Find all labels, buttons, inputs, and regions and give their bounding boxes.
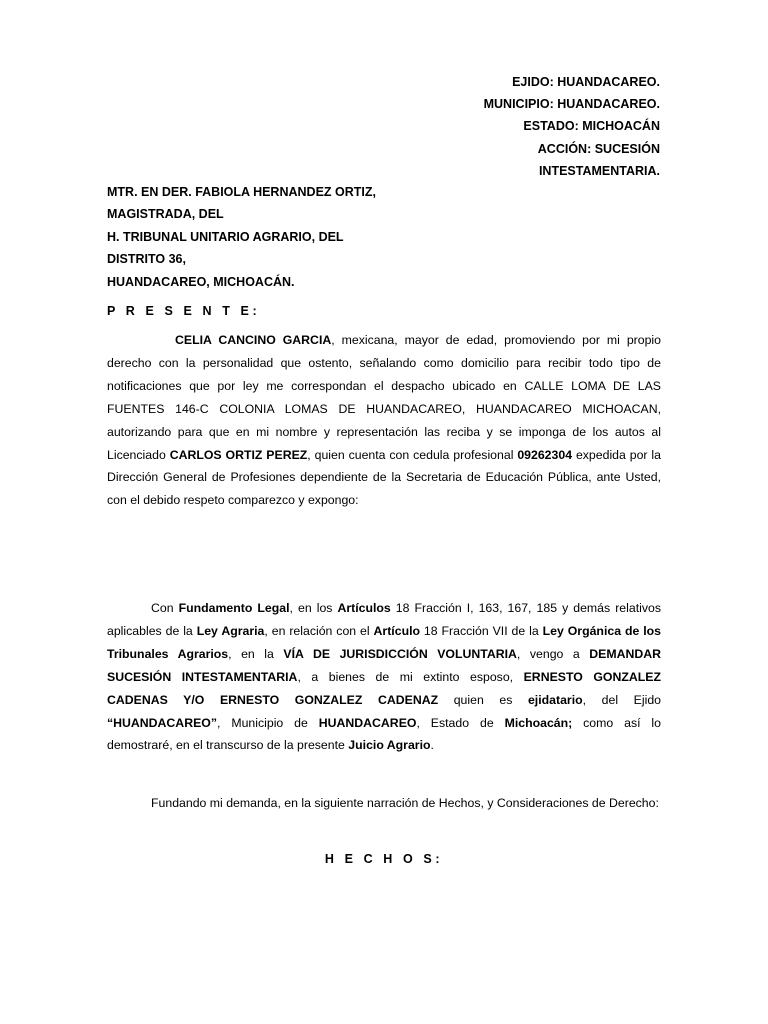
addressee-court: H. TRIBUNAL UNITARIO AGRARIO, DEL bbox=[107, 229, 344, 244]
header-accion: ACCIÓN: SUCESIÓN bbox=[537, 141, 660, 156]
intro-text-1: , mexicana, mayor de edad, promoviendo por mi propio derecho con la personalidad que ostento, señalando como domicilio para recibir todo tipo de notificaciones que por ley me correspondan el despacho ubicado en CALLE LOMA DE LAS FUENTES 146-C COLONIA LOMAS DE HUANDACAREO, HUANDACAREO MICHOACAN, autorizando para que en mi nombre y representación las reciba y se imponga de los autos al Licenciado bbox=[107, 333, 662, 462]
legal-bold-1: Fundamento Legal bbox=[178, 601, 290, 615]
intro-text-2: , quien cuenta con cedula profesional bbox=[307, 447, 518, 462]
lawyer-name: CARLOS ORTIZ PEREZ bbox=[169, 447, 308, 462]
legal-text-0: Con bbox=[151, 601, 179, 615]
legal-text-4: 18 Fracción I, 163, 167, 185 y demás relativos aplicables de la bbox=[107, 601, 661, 638]
legal-bold-19: “HUANDACAREO” bbox=[107, 715, 217, 730]
legal-bold-5: Ley Agraria bbox=[196, 623, 265, 638]
legal-text-14: , a bienes de mi extinto esposo, bbox=[297, 669, 524, 684]
legal-text-26: . bbox=[430, 738, 434, 753]
legal-bold-17: ejidatario bbox=[527, 692, 583, 707]
addressee-name: MTR. EN DER. FABIOLA HERNANDEZ ORTIZ, bbox=[107, 185, 376, 199]
legal-text-20: , Municipio de bbox=[217, 715, 319, 730]
hechos-heading: H E C H O S: bbox=[324, 852, 444, 866]
addressee-title: MAGISTRADA, DEL bbox=[107, 207, 224, 222]
addressee-location: HUANDACAREO, MICHOACÁN. bbox=[107, 274, 295, 289]
addressee-block bbox=[107, 181, 376, 293]
header-accion-cont: INTESTAMENTARIA. bbox=[538, 163, 660, 178]
deceased-name: ERNESTO GONZALEZ CADENAS Y/O ERNESTO GONZALEZ CADENAZ bbox=[107, 669, 661, 707]
intro-text-3: expedida por la Dirección General de Profesiones dependiente de la Secretaria de Educación Pública, ante Usted, con el debido respeto comparezco y expongo: bbox=[107, 447, 661, 508]
header-municipio: MUNICIPIO: HUANDACAREO. bbox=[483, 97, 660, 112]
legal-text-10: , en la bbox=[228, 646, 284, 661]
plaintiff-name: CELIA CANCINO GARCIA bbox=[175, 333, 332, 347]
legal-text-2: , en los bbox=[289, 601, 338, 615]
case-header bbox=[484, 71, 660, 182]
legal-text-8: 18 Fracción VII de la bbox=[420, 623, 543, 638]
legal-text-24: como así lo demostraré, en el transcurso de la presente bbox=[107, 715, 661, 753]
header-estado: ESTADO: MICHOACÁN bbox=[523, 119, 660, 134]
header-ejido: EJIDO: HUANDACAREO. bbox=[512, 75, 660, 89]
legal-text-18: , del Ejido bbox=[582, 692, 661, 707]
legal-text-22: , Estado de bbox=[416, 715, 505, 730]
presente-heading: P R E S E N T E: bbox=[107, 304, 261, 318]
legal-bold-23: Michoacán; bbox=[504, 715, 573, 730]
legal-bold-3: Artículos bbox=[337, 601, 391, 615]
cedula-number: 09262304 bbox=[517, 447, 573, 462]
legal-text-12: , vengo a bbox=[516, 646, 590, 661]
legal-bold-9: Ley Orgánica de los Tribunales Agrarios bbox=[107, 623, 661, 661]
narrative-intro-paragraph: Fundando mi demanda, en la siguiente narración de Hechos, y Consideraciones de Derecho: bbox=[151, 796, 659, 810]
legal-text-16: quien es bbox=[438, 692, 528, 707]
addressee-district: DISTRITO 36, bbox=[107, 252, 186, 267]
legal-bold-25: Juicio Agrario bbox=[348, 738, 431, 753]
intro-paragraph bbox=[107, 329, 661, 512]
legal-bold-11: VÍA DE JURISDICCIÓN VOLUNTARIA bbox=[283, 646, 517, 661]
legal-bold-7: Artículo bbox=[373, 623, 421, 638]
legal-bold-13: DEMANDAR SUCESIÓN INTESTAMENTARIA bbox=[107, 646, 661, 684]
legal-bold-21: HUANDACAREO bbox=[318, 715, 417, 730]
legal-text-6: , en relación con el bbox=[264, 623, 374, 638]
legal-basis-paragraph bbox=[107, 597, 661, 757]
